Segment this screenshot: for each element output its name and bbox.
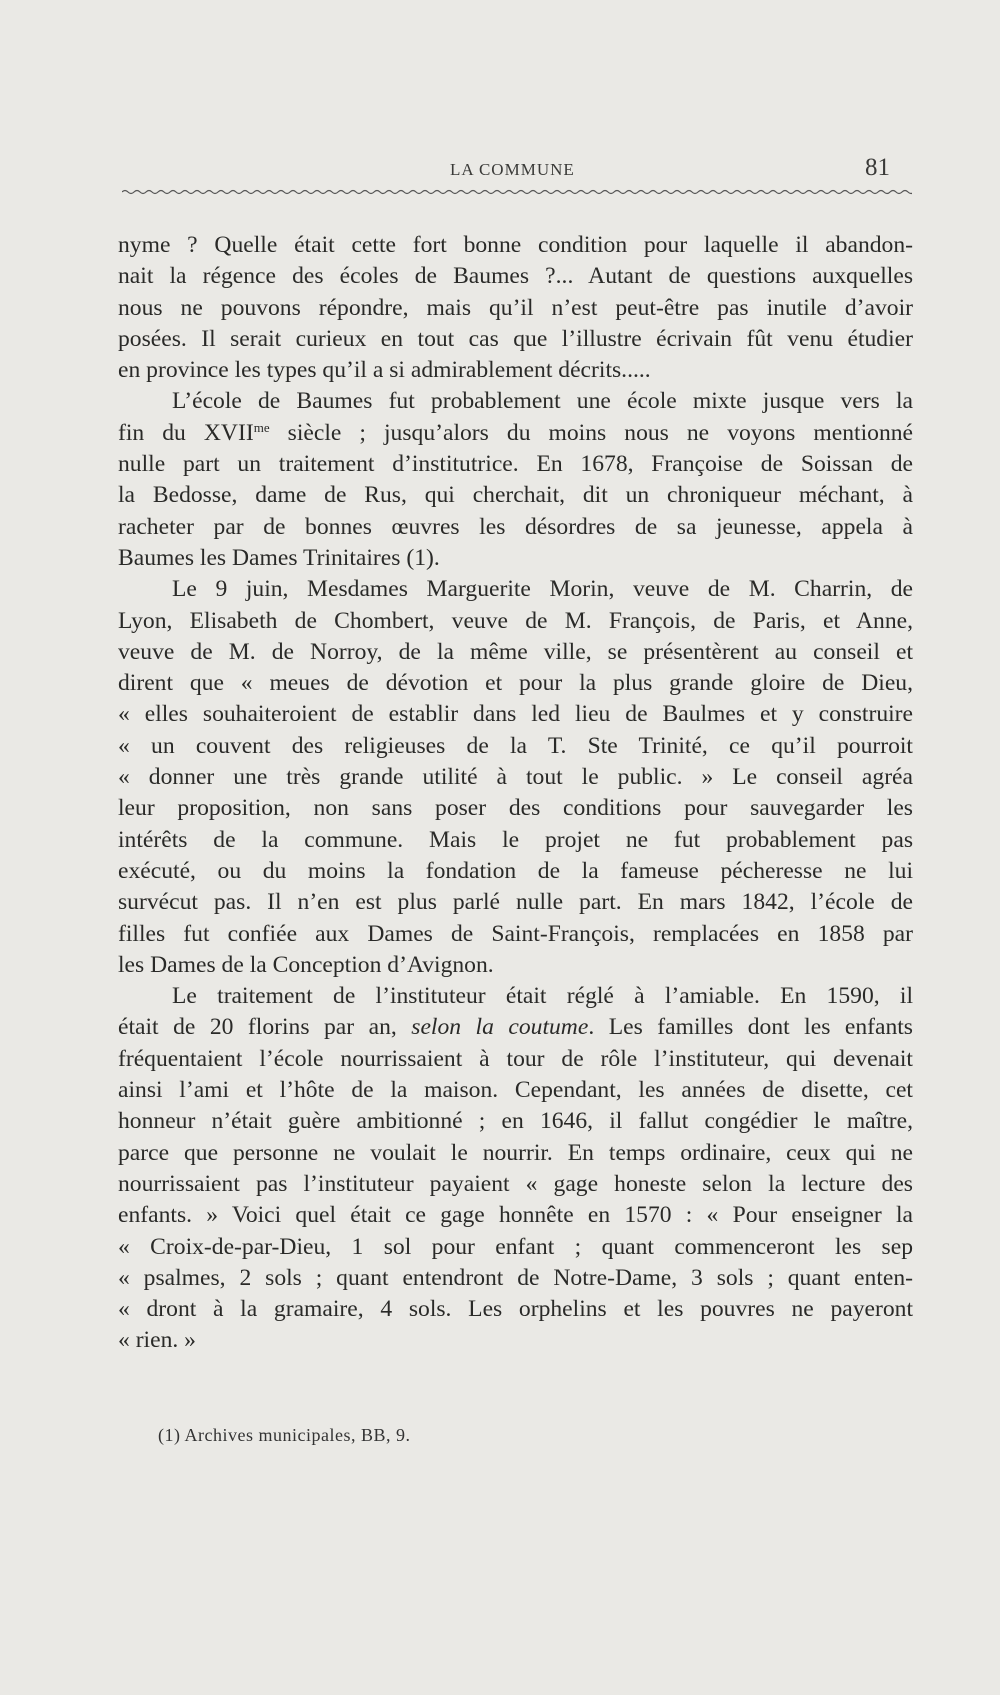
text-line: « Croix-de-par-Dieu, 1 sol pour enfant ; quant commenceront les sep (118, 1233, 913, 1260)
page-header (122, 154, 912, 184)
wavy-rule (122, 188, 912, 196)
text-line: « rien. » (118, 1327, 196, 1354)
text-line: nous ne pouvons répondre, mais qu’il n’est peut-être pas inutile d’avoir (118, 294, 913, 321)
text-line: parce que personne ne voulait le nourrir. En temps ordinaire, ceux qui ne (118, 1139, 913, 1166)
body-text (118, 230, 913, 1357)
text-line: ainsi l’ami et l’hôte de la maison. Cependant, les années de disette, cet (118, 1077, 913, 1104)
text-line: honneur n’était guère ambitionné ; en 1646, il fallut congédier le maître, (118, 1108, 913, 1135)
text-line: « donner une très grande utilité à tout le public. » Le conseil agréa (118, 764, 913, 791)
text-line: exécuté, ou du moins la fondation de la fameuse pécheresse ne lui (118, 857, 913, 884)
text-line: était de 20 florins par an, selon la coutume. Les familles dont les enfants (118, 1014, 913, 1041)
text-line: « un couvent des religieuses de la T. Ste Trinité, ce qu’il pourroit (118, 732, 913, 759)
text-line: en province les types qu’il a si admirablement décrits..... (118, 357, 651, 384)
text-line: racheter par de bonnes œuvres les désordres de sa jeunesse, appela à (118, 513, 913, 540)
text-line: nait la régence des écoles de Baumes ?... Autant de questions auxquelles (118, 263, 913, 290)
text-line: posées. Il serait curieux en tout cas que l’illustre écrivain fût venu étudier (118, 325, 913, 352)
text-line: survécut pas. Il n’en est plus parlé nulle part. En mars 1842, l’école de (118, 889, 913, 916)
text-line: Le traitement de l’instituteur était réglé à l’amiable. En 1590, il (172, 983, 913, 1010)
text-line: nyme ? Quelle était cette fort bonne condition pour laquelle il abandon- (118, 232, 913, 258)
text-line: filles fut confiée aux Dames de Saint-François, remplacées en 1858 par (118, 920, 913, 947)
text-line: les Dames de la Conception d’Avignon. (118, 951, 494, 978)
text-line: intérêts de la commune. Mais le projet ne fut probablement pas (118, 826, 913, 853)
text-line: « dront à la gramaire, 4 sols. Les orphelins et les pouvres ne payeront (118, 1296, 913, 1323)
text-line: dirent que « meues de dévotion et pour la plus grande gloire de Dieu, (118, 670, 913, 697)
text-line: veuve de M. de Norroy, de la même ville, se présentèrent au conseil et (118, 638, 913, 665)
text-line: fréquentaient l’école nourrissaient à tour de rôle l’instituteur, qui devenait (118, 1045, 913, 1072)
text-line: la Bedosse, dame de Rus, qui cherchait, dit un chroniqueur méchant, à (118, 482, 913, 509)
text-line: enfants. » Voici quel était ce gage honnête en 1570 : « Pour enseigner la (118, 1202, 913, 1229)
text-line: nourrissaient pas l’instituteur payaient « gage honeste selon la lecture des (118, 1170, 913, 1197)
text-line: leur proposition, non sans poser des conditions pour sauvegarder les (118, 795, 913, 822)
text-line: Le 9 juin, Mesdames Marguerite Morin, veuve de M. Charrin, de (172, 576, 913, 603)
page-number: 81 (865, 154, 890, 181)
text-line: Lyon, Elisabeth de Chombert, veuve de M. François, de Paris, et Anne, (118, 607, 913, 634)
text-line: « psalmes, 2 sols ; quant entendront de Notre-Dame, 3 sols ; quant enten- (118, 1264, 913, 1291)
text-line: Baumes les Dames Trinitaires (1). (118, 544, 440, 571)
text-line: nulle part un traitement d’institutrice. En 1678, Françoise de Soissan de (118, 451, 913, 478)
footnote: (1) Archives municipales, BB, 9. (158, 1425, 411, 1445)
text-line: « elles souhaiteroient de establir dans led lieu de Baulmes et y construire (118, 701, 913, 728)
text-line: L’école de Baumes fut probablement une école mixte jusque vers la (172, 388, 913, 415)
text-line: fin du $XVII^{me}$ siècle ; jusqu’alors du moins nous ne voyons mentionné (118, 419, 914, 446)
running-title: LA COMMUNE (450, 160, 575, 179)
